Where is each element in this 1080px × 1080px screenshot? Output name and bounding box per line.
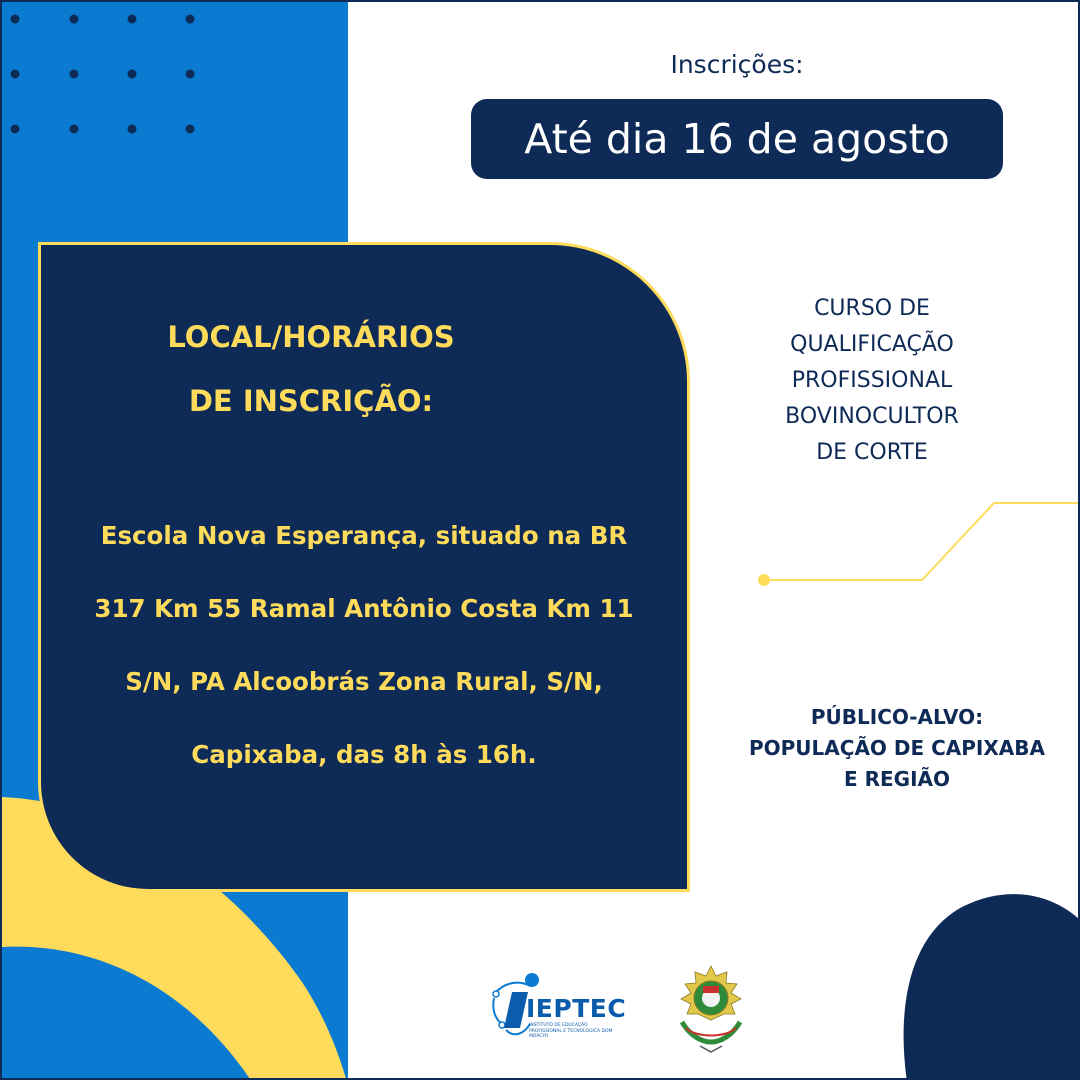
location-card-title bbox=[41, 305, 581, 433]
registration-deadline-text: Até dia 16 de agosto bbox=[524, 115, 950, 163]
course-title bbox=[722, 291, 1022, 471]
ieptec-logo-name: IEPTEC bbox=[526, 994, 627, 1023]
course-title-line: PROFISSIONAL bbox=[791, 368, 953, 393]
address-line: 317 Km 55 Ramal Antônio Costa Km 11 bbox=[94, 594, 634, 623]
registration-label: Inscrições: bbox=[670, 50, 804, 79]
address-line: Escola Nova Esperança, situado na BR bbox=[100, 521, 628, 550]
ieptec-logo-subtitle: INSTITUTO DE EDUCAÇÃO PROFISSIONAL E TECNOLÓGICA DOM MOACYR bbox=[529, 1023, 613, 1039]
course-title-line: QUALIFICAÇÃO bbox=[790, 332, 954, 357]
address-line: Capixaba, das 8h às 16h. bbox=[191, 740, 537, 769]
audience-line: POPULAÇÃO DE CAPIXABA bbox=[748, 736, 1045, 760]
location-title-line: LOCAL/HORÁRIOS bbox=[167, 320, 455, 354]
location-title-line: DE INSCRIÇÃO: bbox=[188, 384, 434, 418]
target-audience bbox=[727, 702, 1067, 795]
course-title-line: DE CORTE bbox=[816, 440, 928, 465]
ieptec-logo bbox=[486, 968, 626, 1048]
navy-blob-shape bbox=[904, 894, 1080, 1080]
location-address bbox=[53, 499, 675, 791]
course-title-line: CURSO DE bbox=[814, 296, 930, 321]
audience-line: PÚBLICO-ALVO: bbox=[810, 705, 984, 729]
audience-line: E REGIÃO bbox=[843, 767, 951, 791]
course-title-line: BOVINOCULTOR bbox=[785, 404, 959, 429]
registration-deadline-badge bbox=[471, 99, 1003, 179]
address-line: S/N, PA Alcoobrás Zona Rural, S/N, bbox=[125, 667, 603, 696]
acre-state-crest-icon bbox=[670, 964, 752, 1056]
location-info-card bbox=[38, 242, 690, 892]
